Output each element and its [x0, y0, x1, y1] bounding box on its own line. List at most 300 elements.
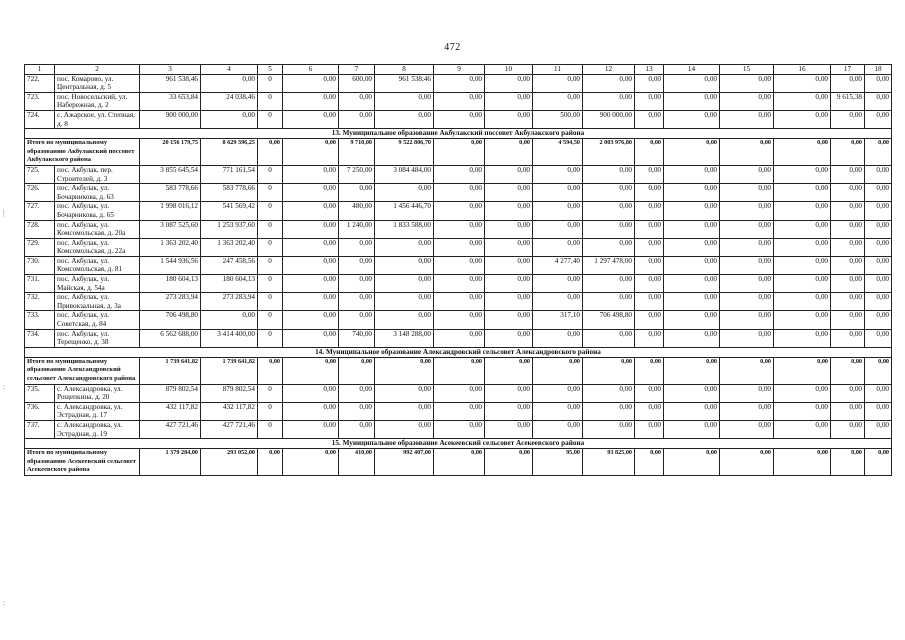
cost-value: 0,00 [774, 311, 831, 329]
cost-value: 0,00 [774, 256, 831, 274]
cost-value: 0,00 [720, 92, 774, 110]
cost-value: 0,00 [635, 329, 664, 347]
cost-value: 0,00 [664, 402, 720, 420]
cost-value: 0,00 [865, 329, 892, 347]
cost-value: 0,00 [583, 184, 635, 202]
cost-value: 0,00 [865, 92, 892, 110]
cost-value: 0,00 [375, 238, 434, 256]
cost-value: 0,00 [774, 238, 831, 256]
cost-value: 0,00 [339, 293, 375, 311]
cost-value: 0,00 [664, 238, 720, 256]
row-number: 733. [25, 311, 55, 329]
table-row [25, 238, 892, 256]
cost-value: 0,00 [831, 256, 865, 274]
cost-value: 0,00 [339, 311, 375, 329]
cost-value: 317,10 [533, 311, 583, 329]
section-title: 13. Муниципальное образование Акбулакский поссовет Акбулакского района [25, 129, 892, 139]
margin-mark: : [3, 598, 6, 607]
cost-value: 0,00 [774, 293, 831, 311]
row-number: 731. [25, 275, 55, 293]
cost-value: 3 087 525,60 [140, 220, 201, 238]
row-number: 728. [25, 220, 55, 238]
cost-value: 0,00 [720, 110, 774, 128]
cost-value: 879 802,54 [140, 384, 201, 402]
cost-value: 0,00 [339, 384, 375, 402]
cost-value: 0 [258, 184, 283, 202]
row-number: 722. [25, 74, 55, 92]
cost-value: 0,00 [283, 184, 339, 202]
cost-value: 0,00 [533, 329, 583, 347]
cost-value: 0,00 [664, 275, 720, 293]
cost-value: 879 802,54 [201, 384, 258, 402]
cost-value: 0 [258, 329, 283, 347]
cost-value: 0,00 [865, 256, 892, 274]
cost-value: 0,00 [635, 293, 664, 311]
cost-value: 0,00 [434, 311, 485, 329]
column-number: 15 [720, 65, 774, 75]
cost-value: 273 283,94 [140, 293, 201, 311]
cost-value: 0,00 [774, 165, 831, 183]
cost-value: 0,00 [635, 275, 664, 293]
total-value: 0,00 [283, 449, 339, 476]
cost-value: 1 833 588,00 [375, 220, 434, 238]
cost-value: 0,00 [720, 402, 774, 420]
cost-value: 1 253 937,60 [201, 220, 258, 238]
cost-value: 0,00 [583, 402, 635, 420]
cost-value: 0,00 [485, 384, 533, 402]
cost-value: 0,00 [774, 275, 831, 293]
cost-value: 0 [258, 165, 283, 183]
column-number: 7 [339, 65, 375, 75]
cost-value: 0,00 [283, 74, 339, 92]
cost-value: 0,00 [635, 238, 664, 256]
cost-value: 0 [258, 74, 283, 92]
cost-value: 0 [258, 110, 283, 128]
cost-value: 1 456 446,70 [375, 202, 434, 220]
cost-value: 0,00 [664, 92, 720, 110]
cost-value: 0,00 [485, 165, 533, 183]
cost-value: 0,00 [831, 74, 865, 92]
column-number: 2 [55, 65, 140, 75]
cost-value: 0,00 [635, 420, 664, 438]
table-row [25, 92, 892, 110]
cost-value: 0,00 [339, 184, 375, 202]
house-address: пос. Акбулак, ул. Терещенко, д. 38 [55, 329, 140, 347]
cost-value: 0,00 [201, 74, 258, 92]
cost-value: 541 569,42 [201, 202, 258, 220]
cost-value: 0,00 [583, 92, 635, 110]
cost-value: 0,00 [533, 293, 583, 311]
house-address: пос. Новосельский, ул. Набережная, д. 2 [55, 92, 140, 110]
total-value: 9 522 806,70 [375, 139, 434, 166]
total-value: 0,00 [258, 449, 283, 476]
total-value: 992 407,00 [375, 449, 434, 476]
cost-value: 0,00 [434, 110, 485, 128]
cost-value: 0,00 [283, 256, 339, 274]
cost-value: 1 297 478,00 [583, 256, 635, 274]
cost-value: 1 363 202,40 [201, 238, 258, 256]
cost-value: 0,00 [774, 184, 831, 202]
section-title: 15. Муниципальное образование Асекеевский сельсовет Асекеевского района [25, 439, 892, 449]
row-number: 734. [25, 329, 55, 347]
cost-value: 427 721,46 [201, 420, 258, 438]
cost-value: 0,00 [434, 256, 485, 274]
cost-value: 0,00 [375, 275, 434, 293]
cost-value: 0,00 [635, 220, 664, 238]
total-value: 0,00 [283, 139, 339, 166]
cost-value: 0 [258, 311, 283, 329]
cost-value: 0,00 [831, 275, 865, 293]
cost-value: 0,00 [831, 184, 865, 202]
cost-value: 0 [258, 275, 283, 293]
cost-value: 0,00 [720, 165, 774, 183]
cost-value: 0,00 [774, 202, 831, 220]
cost-value: 0,00 [865, 420, 892, 438]
cost-value: 0,00 [664, 220, 720, 238]
total-value: 1 379 284,00 [140, 449, 201, 476]
total-value: 0,00 [635, 357, 664, 384]
cost-value: 0,00 [720, 311, 774, 329]
cost-value: 0,00 [283, 110, 339, 128]
cost-value: 0,00 [375, 311, 434, 329]
total-value: 8 629 396,25 [201, 139, 258, 166]
house-address: пос. Акбулак, ул. Бочарникова, д. 63 [55, 184, 140, 202]
cost-value: 0,00 [664, 329, 720, 347]
house-address: пос. Комарово, ул. Центральная, д. 5 [55, 74, 140, 92]
cost-value: 0 [258, 92, 283, 110]
cost-value: 0,00 [774, 329, 831, 347]
house-address: пос. Акбулак, ул. Майская, д. 54а [55, 275, 140, 293]
column-number: 17 [831, 65, 865, 75]
cost-value: 0,00 [375, 110, 434, 128]
cost-value: 0,00 [283, 384, 339, 402]
cost-value: 0,00 [720, 329, 774, 347]
cost-value: 0,00 [283, 238, 339, 256]
cost-value: 0 [258, 220, 283, 238]
cost-value: 0,00 [865, 110, 892, 128]
cost-value: 3 414 400,00 [201, 329, 258, 347]
cost-value: 0,00 [283, 293, 339, 311]
cost-value: 0,00 [774, 402, 831, 420]
cost-value: 0 [258, 256, 283, 274]
cost-value: 0,00 [865, 275, 892, 293]
table-row [25, 420, 892, 438]
cost-value: 0,00 [434, 329, 485, 347]
cost-value: 0,00 [774, 110, 831, 128]
cost-value: 0,00 [720, 220, 774, 238]
cost-value: 0,00 [664, 293, 720, 311]
house-address: с. Ажарское, ул. Степная, д. 8 [55, 110, 140, 128]
cost-value: 0,00 [635, 74, 664, 92]
cost-value: 0,00 [664, 110, 720, 128]
column-number: 8 [375, 65, 434, 75]
cost-value: 0,00 [533, 92, 583, 110]
section-heading-row [25, 347, 892, 357]
cost-value: 0,00 [635, 110, 664, 128]
margin-mark: | [3, 208, 5, 217]
cost-value: 24 038,46 [201, 92, 258, 110]
column-number: 3 [140, 65, 201, 75]
cost-value: 0,00 [720, 238, 774, 256]
house-address: с. Александровка, ул. Эстрадная, д. 19 [55, 420, 140, 438]
cost-value: 0,00 [533, 165, 583, 183]
cost-value: 0,00 [865, 293, 892, 311]
cost-value: 0,00 [831, 165, 865, 183]
cost-value: 0,00 [720, 384, 774, 402]
cost-value: 0,00 [533, 238, 583, 256]
cost-value: 0,00 [664, 384, 720, 402]
cost-value: 0,00 [201, 311, 258, 329]
row-number: 732. [25, 293, 55, 311]
column-number: 16 [774, 65, 831, 75]
cost-value: 0,00 [831, 402, 865, 420]
cost-value: 0,00 [434, 220, 485, 238]
cost-value: 0,00 [485, 202, 533, 220]
total-label: Итого по муниципальному образованию Александровский сельсовет Александровского района [25, 357, 140, 384]
cost-value: 0,00 [485, 74, 533, 92]
cost-value: 432 117,82 [201, 402, 258, 420]
cost-value: 0,00 [375, 92, 434, 110]
cost-value: 771 161,54 [201, 165, 258, 183]
total-value: 0,00 [635, 139, 664, 166]
row-number: 726. [25, 184, 55, 202]
row-number: 735. [25, 384, 55, 402]
cost-value: 0,00 [664, 74, 720, 92]
column-number: 1 [25, 65, 55, 75]
row-number: 724. [25, 110, 55, 128]
cost-value: 0,00 [865, 74, 892, 92]
cost-value: 180 604,13 [201, 275, 258, 293]
total-value: 0,00 [434, 139, 485, 166]
column-number: 9 [434, 65, 485, 75]
house-address: с. Александровка, ул. Эстрадная, д. 17 [55, 402, 140, 420]
total-value: 93 825,00 [583, 449, 635, 476]
cost-value: 0,00 [339, 275, 375, 293]
column-number: 14 [664, 65, 720, 75]
column-number: 12 [583, 65, 635, 75]
cost-value: 0,00 [283, 165, 339, 183]
house-address: пос. Акбулак, ул. Комсомольская, д. 81 [55, 256, 140, 274]
cost-value: 1 998 016,12 [140, 202, 201, 220]
cost-value: 0,00 [583, 238, 635, 256]
total-value: 0,00 [533, 357, 583, 384]
cost-value: 0,00 [865, 202, 892, 220]
total-value: 0,00 [720, 449, 774, 476]
total-value: 0,00 [774, 139, 831, 166]
cost-value: 273 283,94 [201, 293, 258, 311]
cost-value: 7 250,00 [339, 165, 375, 183]
column-number: 13 [635, 65, 664, 75]
cost-value: 961 538,46 [375, 74, 434, 92]
cost-value: 0,00 [339, 420, 375, 438]
cost-value: 0,00 [339, 92, 375, 110]
section-total-row [25, 357, 892, 384]
cost-value: 961 538,46 [140, 74, 201, 92]
column-number: 4 [201, 65, 258, 75]
cost-value: 0,00 [434, 165, 485, 183]
total-value: 0,00 [865, 139, 892, 166]
cost-value: 0,00 [533, 384, 583, 402]
row-number: 737. [25, 420, 55, 438]
cost-value: 706 498,80 [583, 311, 635, 329]
cost-value: 0,00 [434, 420, 485, 438]
column-number: 18 [865, 65, 892, 75]
table-row [25, 184, 892, 202]
total-value: 0,00 [664, 139, 720, 166]
cost-value: 0,00 [865, 311, 892, 329]
section-total-row [25, 449, 892, 476]
total-value: 0,00 [774, 357, 831, 384]
total-value: 0,00 [258, 139, 283, 166]
cost-value: 0,00 [583, 220, 635, 238]
total-label: Итого по муниципальному образованию Асекеевский сельсовет Асекеевского района [25, 449, 140, 476]
total-value: 0,00 [865, 449, 892, 476]
total-value: 0,00 [583, 357, 635, 384]
cost-value: 0,00 [201, 110, 258, 128]
total-value: 95,00 [533, 449, 583, 476]
total-value: 0,00 [664, 357, 720, 384]
total-value: 0,00 [664, 449, 720, 476]
total-value: 0,00 [485, 357, 533, 384]
cost-value: 0,00 [774, 384, 831, 402]
cost-value: 180 604,13 [140, 275, 201, 293]
cost-value: 0,00 [375, 256, 434, 274]
cost-value: 0,00 [339, 110, 375, 128]
cost-value: 0,00 [583, 329, 635, 347]
cost-value: 0,00 [635, 402, 664, 420]
page-number: 472 [444, 42, 461, 53]
cost-value: 0,00 [831, 311, 865, 329]
cost-value: 583 778,66 [201, 184, 258, 202]
cost-value: 0,00 [831, 202, 865, 220]
cost-value: 0,00 [283, 402, 339, 420]
table-row [25, 256, 892, 274]
cost-value: 427 721,46 [140, 420, 201, 438]
total-value: 410,00 [339, 449, 375, 476]
cost-value: 0,00 [283, 329, 339, 347]
cost-value: 0,00 [533, 74, 583, 92]
table-row [25, 402, 892, 420]
total-value: 0,00 [434, 449, 485, 476]
cost-value: 0,00 [635, 165, 664, 183]
house-address: пос. Акбулак, ул. Советская, д. 84 [55, 311, 140, 329]
total-value: 0,00 [774, 449, 831, 476]
cost-value: 0,00 [720, 420, 774, 438]
cost-value: 0,00 [375, 384, 434, 402]
column-number: 10 [485, 65, 533, 75]
house-address: пос. Акбулак, ул. Привокзальная, д. 3а [55, 293, 140, 311]
total-value: 2 003 976,80 [583, 139, 635, 166]
cost-value: 0,00 [774, 92, 831, 110]
cost-value: 0,00 [664, 184, 720, 202]
cost-value: 0,00 [434, 384, 485, 402]
cost-value: 0,00 [831, 238, 865, 256]
cost-value: 0,00 [485, 184, 533, 202]
cost-value: 0,00 [283, 420, 339, 438]
section-total-row [25, 139, 892, 166]
cost-value: 0,00 [664, 165, 720, 183]
cost-value: 0,00 [434, 92, 485, 110]
table-row [25, 220, 892, 238]
cost-value: 0,00 [720, 74, 774, 92]
cost-value: 0 [258, 293, 283, 311]
total-value: 0,00 [635, 449, 664, 476]
cost-value: 0,00 [339, 402, 375, 420]
cost-value: 0,00 [283, 202, 339, 220]
cost-value: 0 [258, 384, 283, 402]
total-value: 1 739 641,82 [201, 357, 258, 384]
column-number: 11 [533, 65, 583, 75]
cost-value: 0,00 [774, 74, 831, 92]
cost-value: 0,00 [664, 256, 720, 274]
cost-value: 0,00 [339, 238, 375, 256]
house-address: пос. Акбулак, ул. Комсомольская, д. 22а [55, 238, 140, 256]
cost-value: 0,00 [774, 420, 831, 438]
cost-value: 0,00 [635, 202, 664, 220]
row-number: 730. [25, 256, 55, 274]
cost-value: 0,00 [434, 184, 485, 202]
total-value: 0,00 [339, 357, 375, 384]
cost-value: 0,00 [865, 165, 892, 183]
cost-value: 0,00 [831, 329, 865, 347]
cost-value: 3 084 484,00 [375, 165, 434, 183]
cost-value: 1 240,00 [339, 220, 375, 238]
cost-value: 0,00 [865, 402, 892, 420]
table-row [25, 384, 892, 402]
cost-value: 0,00 [485, 256, 533, 274]
total-value: 20 156 179,75 [140, 139, 201, 166]
total-value: 0,00 [434, 357, 485, 384]
cost-value: 0,00 [583, 420, 635, 438]
cost-value: 0,00 [533, 402, 583, 420]
section-title: 14. Муниципальное образование Александровский сельсовет Александровского района [25, 347, 892, 357]
cost-value: 0,00 [485, 311, 533, 329]
row-number: 727. [25, 202, 55, 220]
total-value: 0,00 [375, 357, 434, 384]
cost-value: 0,00 [485, 420, 533, 438]
cost-value: 0,00 [865, 384, 892, 402]
cost-value: 0,00 [485, 275, 533, 293]
cost-value: 0,00 [664, 311, 720, 329]
cost-value: 0,00 [635, 384, 664, 402]
cost-value: 0,00 [865, 220, 892, 238]
cost-value: 0,00 [283, 92, 339, 110]
cost-value: 0,00 [533, 275, 583, 293]
table-row [25, 110, 892, 128]
total-value: 0,00 [485, 139, 533, 166]
total-label: Итого по муниципальному образованию Акбулакский поссовет Акбулакского района [25, 139, 140, 166]
cost-value: 1 363 202,40 [140, 238, 201, 256]
total-value: 0,00 [720, 139, 774, 166]
house-address: с. Александровка, ул. Рощепкина, д. 20 [55, 384, 140, 402]
cost-value: 0,00 [831, 110, 865, 128]
row-number: 736. [25, 402, 55, 420]
cost-value: 706 498,80 [140, 311, 201, 329]
cost-value: 0,00 [635, 184, 664, 202]
cost-value: 0,00 [434, 74, 485, 92]
cost-value: 0,00 [434, 293, 485, 311]
row-number: 729. [25, 238, 55, 256]
cost-value: 9 615,38 [831, 92, 865, 110]
cost-value: 0,00 [831, 420, 865, 438]
cost-value: 0,00 [339, 256, 375, 274]
cost-value: 583 778,66 [140, 184, 201, 202]
total-value: 0,00 [283, 357, 339, 384]
cost-value: 33 653,84 [140, 92, 201, 110]
cost-value: 0,00 [583, 293, 635, 311]
cost-value: 0,00 [485, 329, 533, 347]
cost-value: 6 562 688,00 [140, 329, 201, 347]
